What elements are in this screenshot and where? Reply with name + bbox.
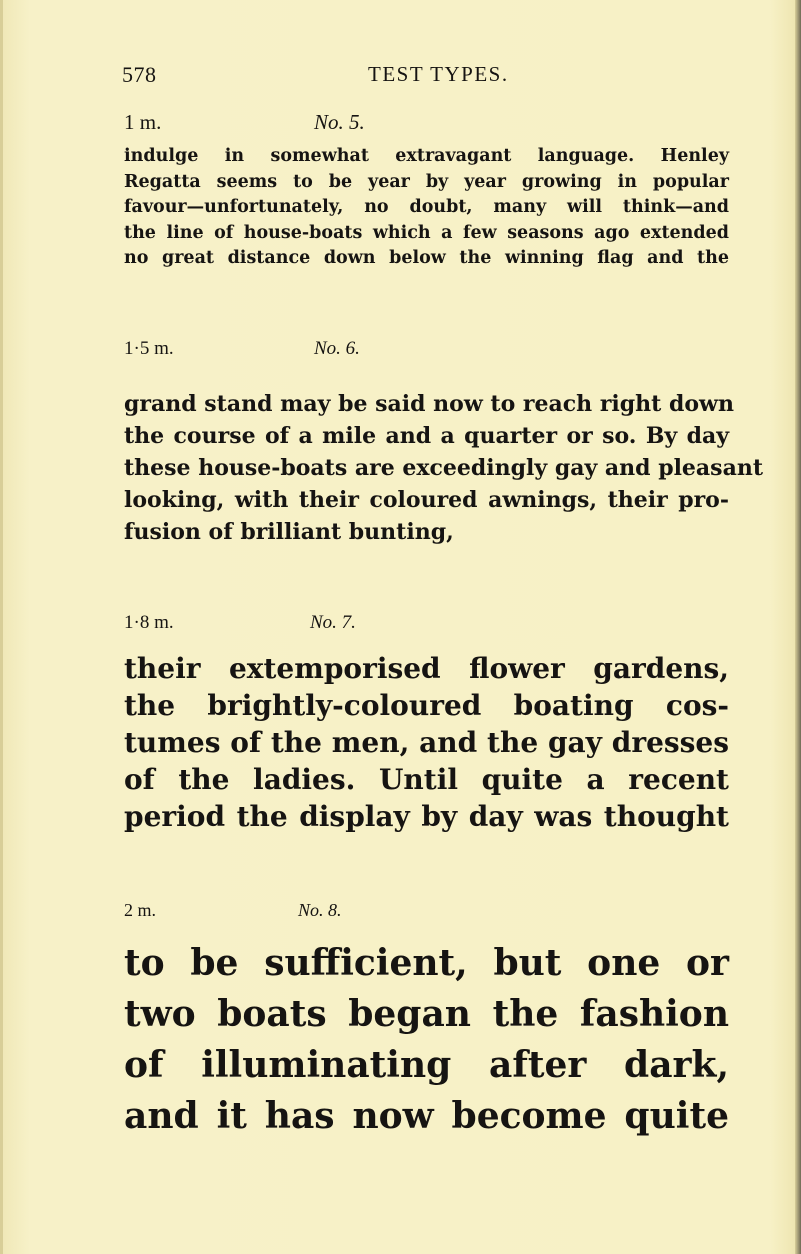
sample-label-row bbox=[124, 110, 744, 144]
text-line: of the ladies. Until quite a recent bbox=[124, 763, 729, 796]
type-sample-no-6 bbox=[124, 338, 763, 548]
type-size-label: 1·5 m. bbox=[124, 338, 174, 359]
sample-label-row bbox=[124, 612, 744, 650]
type-size-label: 2 m. bbox=[124, 900, 157, 920]
sample-number-label: No. 5. bbox=[314, 110, 365, 134]
header-title: TEST TYPES. bbox=[368, 62, 509, 86]
text-line: the course of a mile and a quarter or so. By day bbox=[124, 423, 729, 449]
sample-number-label: No. 7. bbox=[310, 612, 356, 633]
text-line: and it has now become quite bbox=[124, 1095, 729, 1137]
text-line: no great distance down below the winning flag and the bbox=[124, 248, 729, 269]
sample-label-row bbox=[124, 900, 744, 938]
type-sample-no-5 bbox=[124, 110, 744, 272]
text-line: the line of house-boats which a few seasons ago extended bbox=[124, 222, 729, 243]
type-sample-no-8 bbox=[124, 900, 744, 1142]
text-line: indulge in somewhat extravagant language. Henley bbox=[124, 146, 729, 166]
text-line: their extemporised flower gardens, bbox=[124, 652, 729, 685]
page-right-edge bbox=[795, 0, 801, 1254]
sample-number-label: No. 6. bbox=[314, 338, 360, 359]
text-line: to be sufficient, but one or bbox=[124, 942, 729, 984]
text-line: grand stand may be said now to reach right down bbox=[124, 391, 734, 417]
text-line: these house-boats are exceedingly gay and pleasant bbox=[124, 455, 763, 481]
text-line: favour—unfortunately, no doubt, many will think—and bbox=[124, 197, 729, 218]
text-line: period the display by day was thought bbox=[124, 800, 729, 833]
text-line: of illuminating after dark, bbox=[124, 1044, 729, 1086]
text-line: the brightly-coloured boating cos- bbox=[124, 689, 729, 722]
page-number: 578 bbox=[122, 62, 157, 87]
type-sample-no-7 bbox=[124, 612, 744, 835]
text-line: Regatta seems to be year by year growing in popular bbox=[124, 171, 729, 192]
text-line: looking, with their coloured awnings, their pro- bbox=[124, 487, 729, 513]
text-line: fusion of brilliant bunting, bbox=[124, 519, 454, 545]
sample-label-row bbox=[124, 338, 744, 388]
sample-number-label: No. 8. bbox=[298, 900, 342, 920]
type-size-label: 1·8 m. bbox=[124, 612, 174, 633]
text-line: tumes of the men, and the gay dresses bbox=[124, 726, 729, 759]
type-size-label: 1 m. bbox=[124, 110, 162, 134]
text-line: two boats began the fashion bbox=[124, 993, 729, 1035]
running-head bbox=[122, 62, 722, 92]
page-left-edge bbox=[0, 0, 3, 1254]
